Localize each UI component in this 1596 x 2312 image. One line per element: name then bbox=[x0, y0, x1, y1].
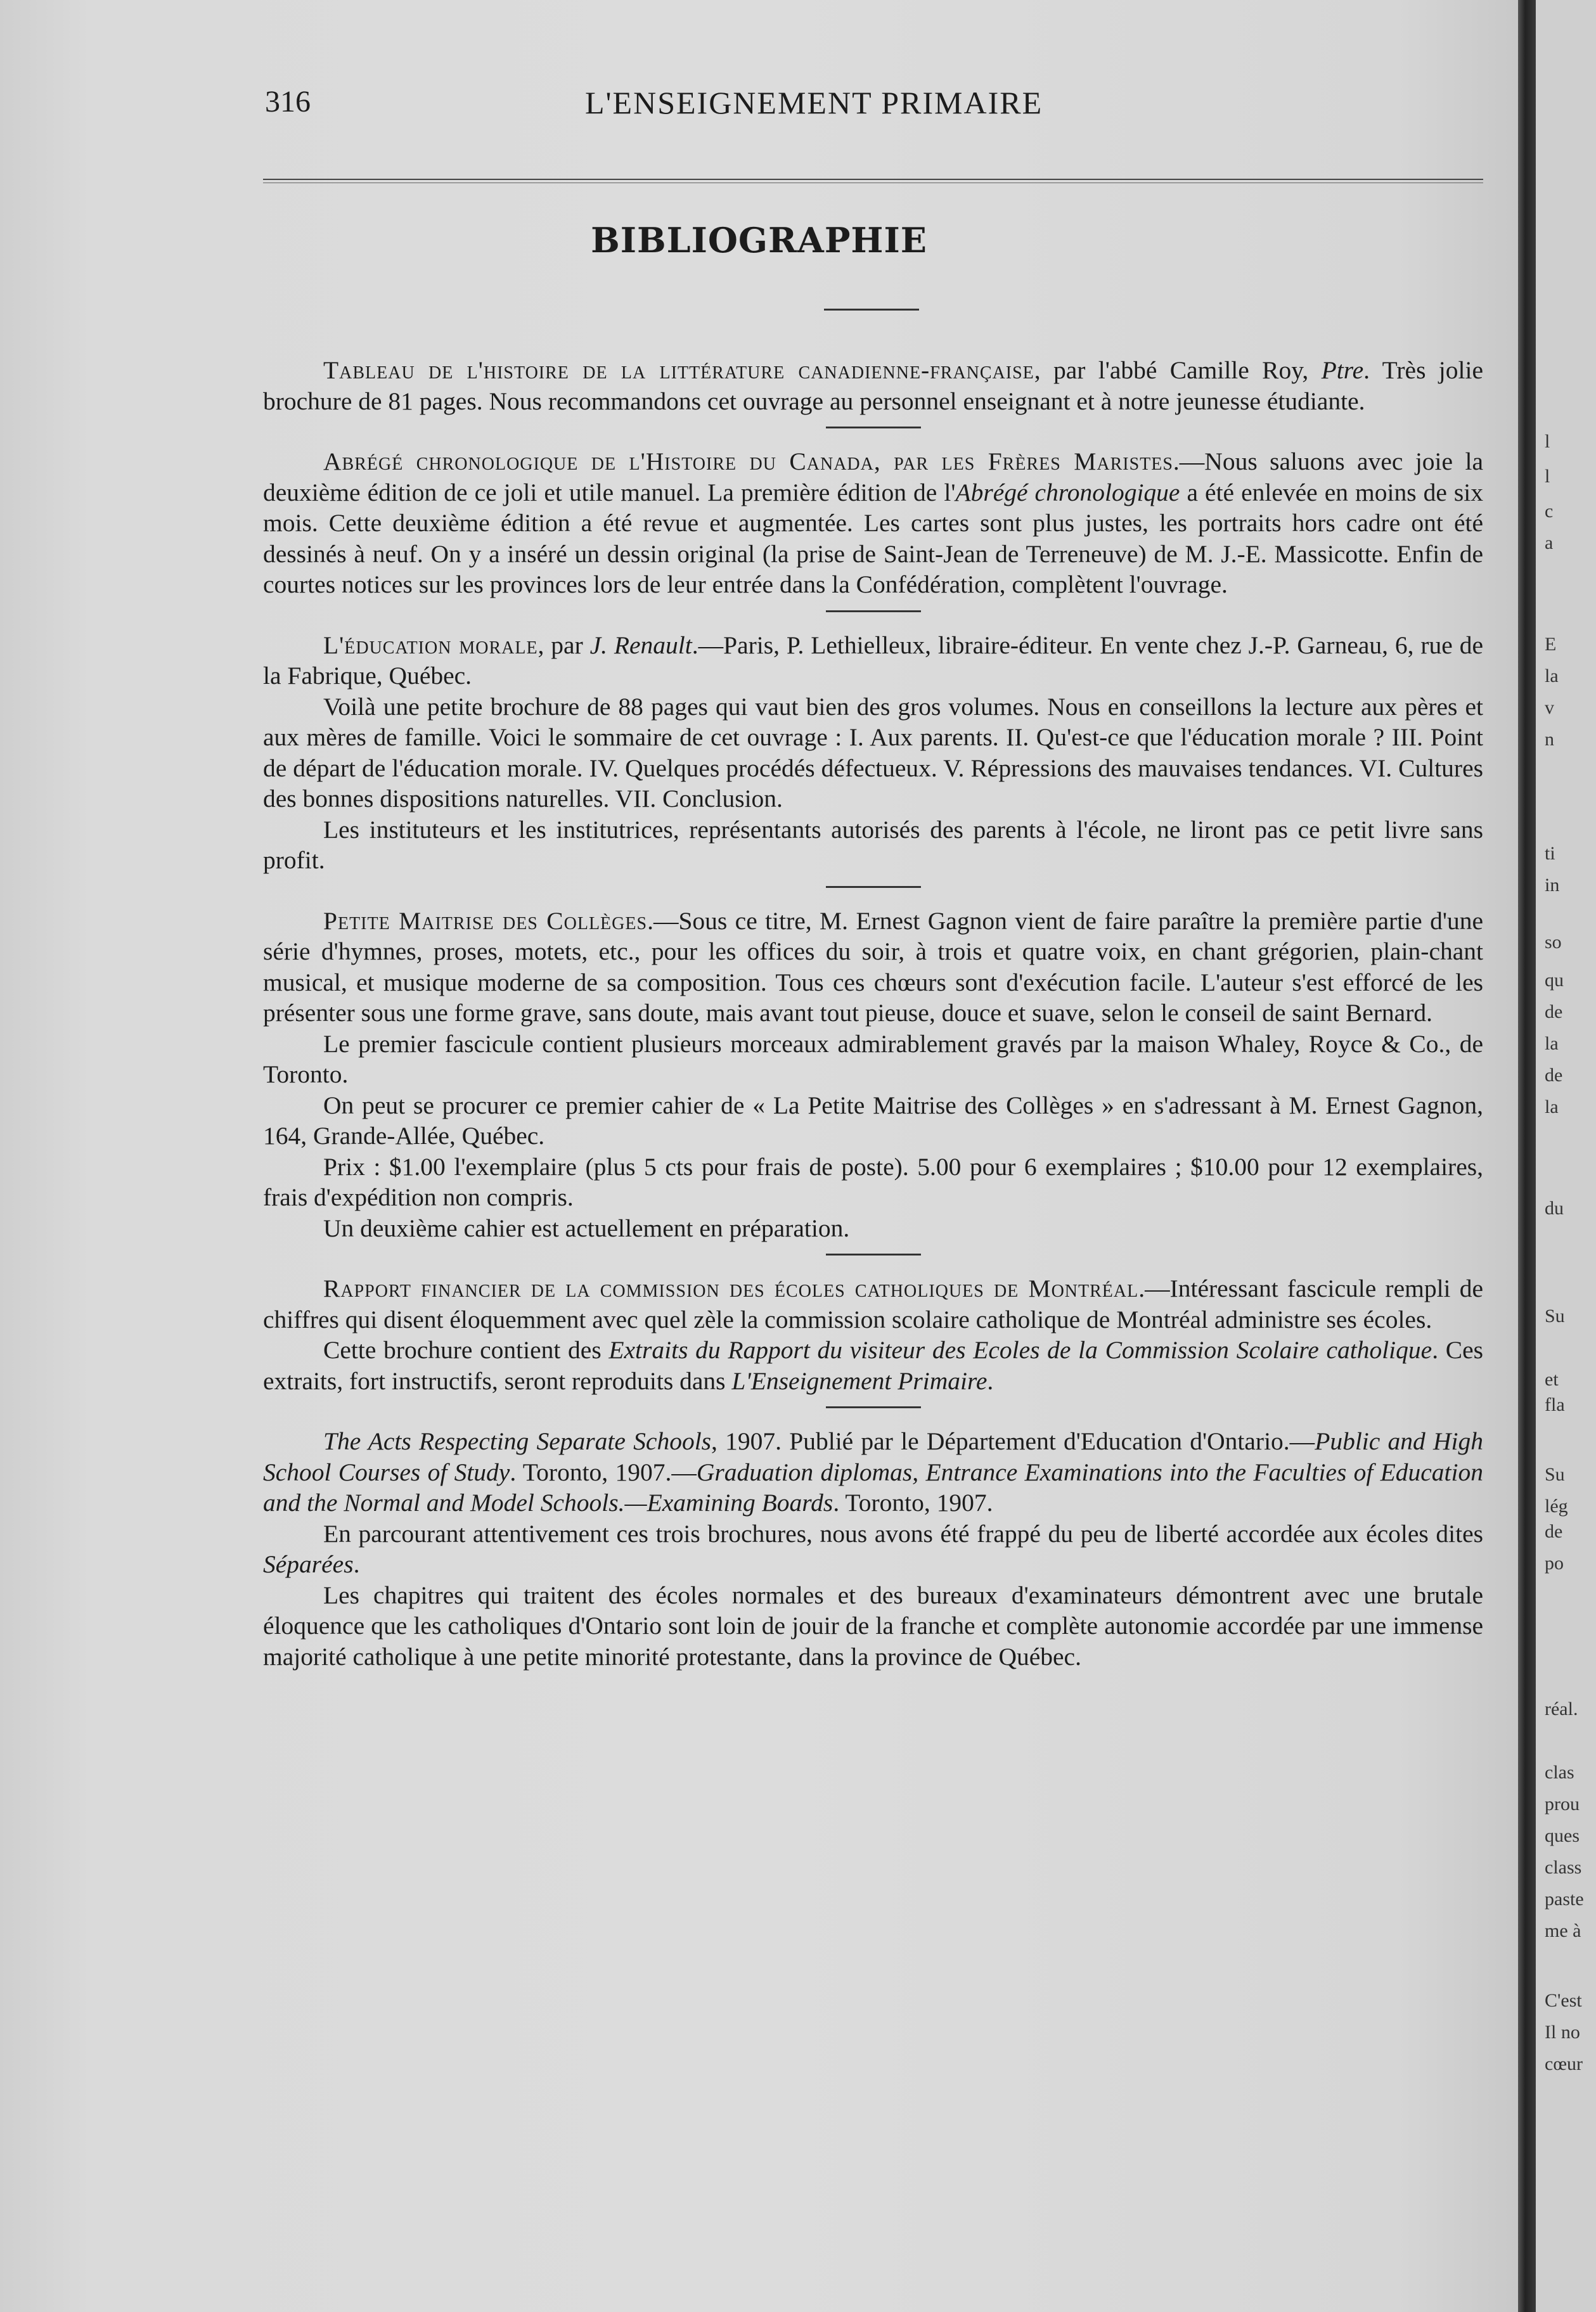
text-run: . Toronto, 1907. bbox=[833, 1489, 993, 1517]
adjacent-page-fragment: lég bbox=[1545, 1496, 1568, 1517]
entry-separator bbox=[826, 1406, 921, 1408]
text-run: . Ces extraits, fort instructifs, seront reproduits dans bbox=[263, 1336, 1484, 1395]
adjacent-page-fragment: clas bbox=[1545, 1762, 1574, 1783]
entry-paragraph bbox=[263, 446, 1483, 600]
adjacent-page-fragment: du bbox=[1545, 1198, 1564, 1219]
text-run: , par l'abbé Camille Roy, bbox=[1034, 356, 1322, 384]
text-run: Rapport financier de la commission des écoles catholiques de Montréal bbox=[323, 1275, 1139, 1302]
entry-paragraph bbox=[263, 1273, 1483, 1335]
entry-paragraph bbox=[263, 1426, 1483, 1519]
text-run: Petite Maitrise des Collèges bbox=[323, 906, 648, 935]
adjacent-page-fragment: E bbox=[1545, 634, 1557, 655]
text-run: , 1907. Publié par le Département d'Education d'Ontario.— bbox=[711, 1427, 1315, 1455]
entry-paragraph bbox=[263, 1580, 1483, 1673]
entry-paragraph bbox=[263, 814, 1483, 876]
text-run: L'Enseignement Primaire bbox=[731, 1366, 988, 1395]
entry-paragraph bbox=[263, 1519, 1483, 1580]
text-run: The Acts Respecting Separate Schools bbox=[323, 1427, 712, 1455]
adjacent-page-fragment: ti bbox=[1545, 843, 1555, 864]
adjacent-page-fragment: in bbox=[1545, 875, 1560, 896]
text-run: On peut se procurer ce premier cahier de « La Petite Maitrise des Collèges » en s'adressant à M. Ernest Gagnon, 164, Grande-Allée, Québec. bbox=[263, 1091, 1483, 1150]
entry-paragraph bbox=[263, 1213, 1483, 1244]
bibliography-entry bbox=[263, 355, 1483, 416]
header-rule bbox=[263, 179, 1483, 183]
entry-paragraph bbox=[263, 1029, 1483, 1090]
adjacent-page-fragment: ques bbox=[1545, 1825, 1580, 1846]
entry-separator bbox=[826, 610, 921, 612]
adjacent-page-fragment: réal. bbox=[1545, 1699, 1578, 1719]
adjacent-page-fragment: qu bbox=[1545, 970, 1564, 991]
text-run: . Très jolie brochure de 81 pages. Nous recommandons cet ouvrage au personnel enseignant et à notre jeunesse étudiante. bbox=[263, 356, 1483, 415]
text-run: . Toronto, 1907.— bbox=[510, 1458, 697, 1486]
entry-paragraph bbox=[263, 691, 1483, 814]
text-run: Un deuxième cahier est actuellement en préparation. bbox=[323, 1214, 850, 1242]
adjacent-page-fragment: Il no bbox=[1545, 2022, 1580, 2043]
text-run: Les instituteurs et les institutrices, représentants autorisés des parents à l'école, ne liront pas ce petit livre sans profit. bbox=[263, 815, 1483, 874]
entry-paragraph bbox=[263, 1152, 1483, 1213]
text-run: L'éducation morale bbox=[323, 631, 538, 659]
adjacent-page-fragment: la bbox=[1545, 1033, 1559, 1054]
entry-paragraph bbox=[263, 1335, 1483, 1396]
text-run: En parcourant attentivement ces trois brochures, nous avons été frappé du peu de liberté accordée aux écoles dites bbox=[323, 1519, 1483, 1548]
adjacent-page-fragment: so bbox=[1545, 932, 1562, 953]
adjacent-page-fragment: l bbox=[1545, 431, 1550, 452]
adjacent-page-fragment: la bbox=[1545, 1096, 1559, 1117]
bibliography-entry bbox=[263, 630, 1483, 876]
adjacent-page-fragment: cœur bbox=[1545, 2053, 1583, 2074]
running-title: L'ENSEIGNEMENT PRIMAIRE bbox=[585, 85, 1043, 120]
book-spine bbox=[1518, 0, 1536, 2312]
entry-separator bbox=[826, 886, 921, 888]
entry-separator bbox=[826, 427, 921, 428]
text-run: a été enlevée en moins de six mois. Cette deuxième édition a été revue et augmentée. Les cartes sont plus justes, les portraits hors cadre ont été dessinés à neuf. On y a inséré un dessin original (la prise de Saint-Jean de Terreneuve) de M. J.-E. Massicotte. Enfin de courtes notices sur les provinces lors de leur entrée dans la Confédération, complètent l'ouvrage. bbox=[263, 478, 1484, 598]
adjacent-page-fragment: fla bbox=[1545, 1394, 1565, 1415]
adjacent-page-fragment: de bbox=[1545, 1001, 1563, 1022]
adjacent-page-fragment: prou bbox=[1545, 1794, 1580, 1814]
text-run: Ptre bbox=[1321, 356, 1364, 384]
page-number: 316 bbox=[265, 85, 311, 119]
text-run: Tableau de l'histoire de la littérature canadienne-française bbox=[323, 356, 1034, 384]
text-run: .—Nous saluons avec joie la deuxième édition de ce joli et utile manuel. La première édition de l' bbox=[263, 447, 1483, 506]
bibliography-entry bbox=[263, 1273, 1483, 1396]
adjacent-page-fragment: c bbox=[1545, 501, 1554, 522]
text-run: , par bbox=[537, 631, 590, 659]
text-run: .—Sous ce titre, M. Ernest Gagnon vient de faire paraître la première partie d'une série d'hymnes, proses, motets, etc., pour les offices du soir, à trois et quatre voix, en chant grégorien, plain-chant musical, et musique moderne de sa composition. Tous ces chœurs sont d'exécution facile. L'auteur s'est efforcé de les présenter sous une forme grave, sans doute, mais avant tout pieuse, douce et suave, selon le conseil de saint Bernard. bbox=[263, 906, 1483, 1027]
adjacent-page-fragment: de bbox=[1545, 1065, 1563, 1086]
entry-paragraph bbox=[263, 1090, 1483, 1152]
entry-paragraph bbox=[263, 906, 1483, 1029]
text-run: Séparées bbox=[263, 1550, 354, 1578]
bibliography-entry bbox=[263, 446, 1483, 600]
adjacent-page-fragment: la bbox=[1545, 665, 1559, 686]
text-run: Graduation diplomas, Entrance Examinations into the Faculties of Education and the Normal and Model Schools.—Examining Boards bbox=[263, 1458, 1483, 1517]
text-run: Abrégé chronologique bbox=[955, 478, 1180, 506]
adjacent-page-fragment: paste bbox=[1545, 1889, 1584, 1910]
bibliography-entry bbox=[263, 906, 1483, 1244]
text-run: J. Renault bbox=[589, 631, 692, 659]
adjacent-page-fragment: de bbox=[1545, 1521, 1563, 1542]
adjacent-page-fragment: po bbox=[1545, 1553, 1564, 1574]
text-run: .—Intéressant fascicule rempli de chiffres qui disent éloquemment avec quel zèle la commission scolaire catholique de Montréal administre ses écoles. bbox=[263, 1275, 1483, 1333]
section-title: BIBLIOGRAPHIE bbox=[591, 220, 927, 260]
text-run: . bbox=[987, 1366, 994, 1395]
bibliography-content bbox=[263, 355, 1483, 1672]
bibliography-entry bbox=[263, 1426, 1483, 1672]
text-run: Extraits du Rapport du visiteur des Ecoles de la Commission Scolaire catholique bbox=[608, 1336, 1432, 1364]
adjacent-page-fragment: l bbox=[1545, 466, 1550, 487]
text-run: Voilà une petite brochure de 88 pages qui vaut bien des gros volumes. Nous en conseillons la lecture aux pères et aux mères de famille. Voici le sommaire de cet ouvrage : I. Aux parents. II. Qu'est-ce que l'éducation morale ? III. Point de départ de l'éducation morale. IV. Quelques procédés défectueux. V. Répressions des mauvaises tendances. VI. Cultures des bonnes dispositions naturelles. VII. Conclusion. bbox=[263, 692, 1483, 812]
adjacent-page-fragment: v bbox=[1545, 697, 1554, 718]
entry-separator bbox=[826, 1254, 921, 1256]
adjacent-page-fragment: C'est bbox=[1545, 1990, 1582, 2011]
adjacent-page-fragment: Su bbox=[1545, 1464, 1565, 1485]
adjacent-page bbox=[1536, 0, 1596, 2312]
entry-paragraph bbox=[263, 355, 1483, 416]
text-run: Public and High School Courses of Study bbox=[263, 1427, 1484, 1486]
text-run: Abrégé chronologique de l'Histoire du Canada, par les Frères Maristes bbox=[323, 447, 1173, 475]
entry-paragraph bbox=[263, 630, 1483, 691]
title-rule bbox=[824, 309, 919, 311]
adjacent-page-fragment: class bbox=[1545, 1857, 1582, 1878]
adjacent-page-fragment: n bbox=[1545, 729, 1554, 750]
text-run: .—Paris, P. Lethielleux, libraire-éditeur. En vente chez J.-P. Garneau, 6, rue de la Fabrique, Québec. bbox=[263, 631, 1483, 690]
text-run: Les chapitres qui traitent des écoles normales et des bureaux d'examinateurs démontrent avec une brutale éloquence que les catholiques d'Ontario sont loin de jouir de la franche et complète autonomie accordée par une immense majorité catholique à une petite minorité protestante, dans la province de Québec. bbox=[263, 1581, 1483, 1671]
adjacent-page-fragment: Su bbox=[1545, 1306, 1565, 1326]
adjacent-page-fragment: me à bbox=[1545, 1920, 1581, 1941]
adjacent-page-fragment: a bbox=[1545, 532, 1554, 553]
text-run: Prix : $1.00 l'exemplaire (plus 5 cts pour frais de poste). 5.00 pour 6 exemplaires ; $10.00 pour 12 exemplaires, frais d'expédition non compris. bbox=[263, 1152, 1483, 1211]
text-run: . bbox=[353, 1550, 360, 1578]
text-run: Le premier fascicule contient plusieurs morceaux admirablement gravés par la maison Whaley, Royce & Co., de Toronto. bbox=[263, 1029, 1483, 1088]
text-run: Cette brochure contient des bbox=[323, 1336, 609, 1364]
page-header bbox=[265, 84, 1482, 129]
adjacent-page-fragment: et bbox=[1545, 1369, 1559, 1390]
